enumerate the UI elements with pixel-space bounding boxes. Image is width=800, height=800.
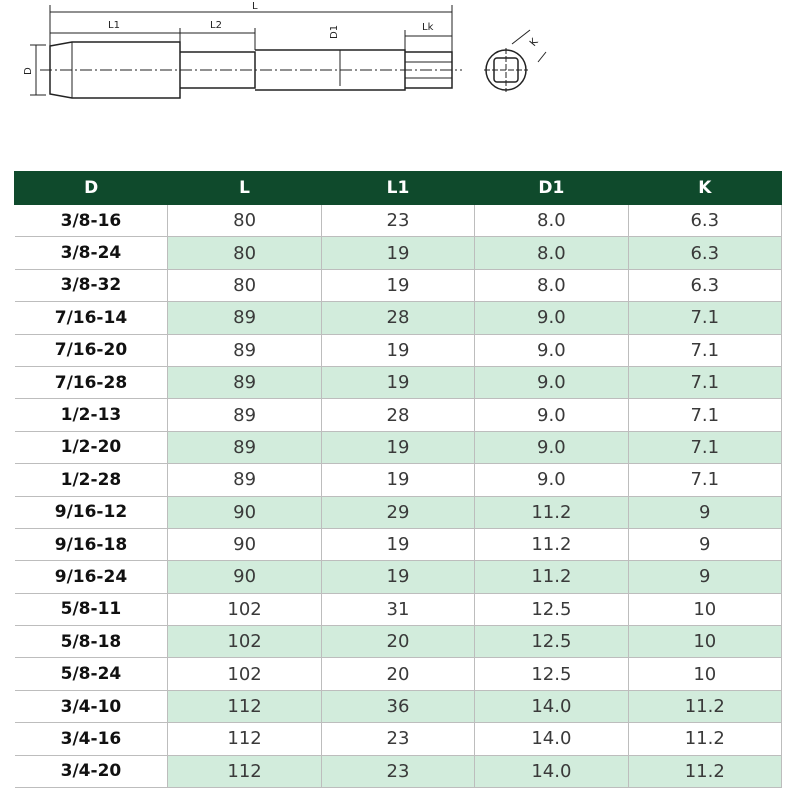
cell-d: 1/2-13 [15,399,168,431]
cell-k: 11.2 [628,723,781,755]
cell-d: 1/2-20 [15,431,168,463]
cell-d1: 11.2 [475,528,628,560]
table-row [15,690,782,722]
cell-d1: 9.0 [475,464,628,496]
cell-l: 89 [168,302,321,334]
cell-l1: 36 [321,690,474,722]
cell-l1: 19 [321,561,474,593]
cell-l: 89 [168,334,321,366]
cell-d: 3/8-24 [15,237,168,269]
table-row [15,269,782,301]
cell-l: 102 [168,658,321,690]
table-row [15,366,782,398]
cell-d1: 12.5 [475,658,628,690]
cell-d1: 12.5 [475,626,628,658]
header-k: K [628,172,781,205]
dim-label-L: L [252,1,258,12]
cell-l1: 19 [321,237,474,269]
table-row [15,528,782,560]
table-row [15,593,782,625]
cell-l: 80 [168,269,321,301]
cell-l1: 28 [321,302,474,334]
dim-label-D1: D1 [329,24,340,39]
cell-k: 7.1 [628,431,781,463]
cell-l: 102 [168,626,321,658]
cell-k: 11.2 [628,755,781,787]
dim-label-L1: L1 [108,20,120,31]
cell-d1: 9.0 [475,399,628,431]
cell-d: 1/2-28 [15,464,168,496]
header-d1: D1 [475,172,628,205]
tap-dimension-diagram [0,0,800,160]
cell-d1: 9.0 [475,334,628,366]
table-row [15,334,782,366]
cell-d1: 11.2 [475,561,628,593]
cell-l: 90 [168,561,321,593]
cell-k: 7.1 [628,399,781,431]
cell-l: 112 [168,723,321,755]
table-row [15,561,782,593]
cell-d: 3/4-10 [15,690,168,722]
table-row [15,399,782,431]
table-row [15,496,782,528]
cell-l1: 31 [321,593,474,625]
table-row [15,723,782,755]
cell-d1: 9.0 [475,366,628,398]
dim-label-K: K [528,36,541,49]
cell-l: 89 [168,464,321,496]
cell-d1: 9.0 [475,302,628,334]
cell-l1: 19 [321,464,474,496]
dim-label-D: D [23,67,34,75]
cell-k: 7.1 [628,334,781,366]
tap-spec-table [14,171,782,788]
header-l1: L1 [321,172,474,205]
dim-label-L2: L2 [210,20,222,31]
cell-k: 7.1 [628,366,781,398]
table-row [15,626,782,658]
table-row [15,658,782,690]
table-row [15,464,782,496]
cell-d1: 12.5 [475,593,628,625]
cell-k: 10 [628,658,781,690]
cell-l1: 19 [321,366,474,398]
header-d: D [15,172,168,205]
cell-l: 89 [168,399,321,431]
cell-l1: 23 [321,723,474,755]
cell-l: 112 [168,755,321,787]
table-row [15,431,782,463]
table-row [15,237,782,269]
cell-l1: 19 [321,334,474,366]
cell-d: 7/16-20 [15,334,168,366]
cell-d: 9/16-12 [15,496,168,528]
table-row [15,302,782,334]
cell-l1: 19 [321,431,474,463]
cell-d: 3/4-20 [15,755,168,787]
cell-k: 9 [628,496,781,528]
cell-l1: 29 [321,496,474,528]
cell-d: 9/16-24 [15,561,168,593]
cell-k: 9 [628,528,781,560]
cell-l1: 23 [321,205,474,237]
cell-l: 102 [168,593,321,625]
cell-d: 9/16-18 [15,528,168,560]
cell-d: 5/8-18 [15,626,168,658]
cell-d: 7/16-28 [15,366,168,398]
cell-d: 5/8-24 [15,658,168,690]
cell-l1: 23 [321,755,474,787]
cell-d1: 8.0 [475,237,628,269]
cell-d1: 14.0 [475,690,628,722]
cell-k: 6.3 [628,237,781,269]
cell-l: 90 [168,528,321,560]
cell-l: 112 [168,690,321,722]
cell-l: 89 [168,366,321,398]
cell-l1: 28 [321,399,474,431]
cell-d1: 8.0 [475,205,628,237]
cell-k: 7.1 [628,464,781,496]
cell-d1: 11.2 [475,496,628,528]
cell-l1: 19 [321,528,474,560]
cell-k: 11.2 [628,690,781,722]
cell-l1: 20 [321,626,474,658]
cell-k: 6.3 [628,205,781,237]
dim-label-Lk: Lk [422,22,434,33]
cell-d1: 8.0 [475,269,628,301]
cell-k: 7.1 [628,302,781,334]
table-row [15,205,782,237]
cell-d: 3/8-32 [15,269,168,301]
cell-l1: 19 [321,269,474,301]
cell-l: 89 [168,431,321,463]
cell-d1: 9.0 [475,431,628,463]
cell-d1: 14.0 [475,755,628,787]
cell-l: 80 [168,237,321,269]
cell-d: 3/8-16 [15,205,168,237]
cell-d: 5/8-11 [15,593,168,625]
table-header-row [15,172,782,205]
cell-d1: 14.0 [475,723,628,755]
cell-k: 9 [628,561,781,593]
cell-k: 10 [628,593,781,625]
cell-l1: 20 [321,658,474,690]
cell-l: 80 [168,205,321,237]
table-body [15,205,782,788]
header-l: L [168,172,321,205]
table-row [15,755,782,787]
cell-d: 3/4-16 [15,723,168,755]
cell-l: 90 [168,496,321,528]
cell-d: 7/16-14 [15,302,168,334]
cell-k: 6.3 [628,269,781,301]
cell-k: 10 [628,626,781,658]
